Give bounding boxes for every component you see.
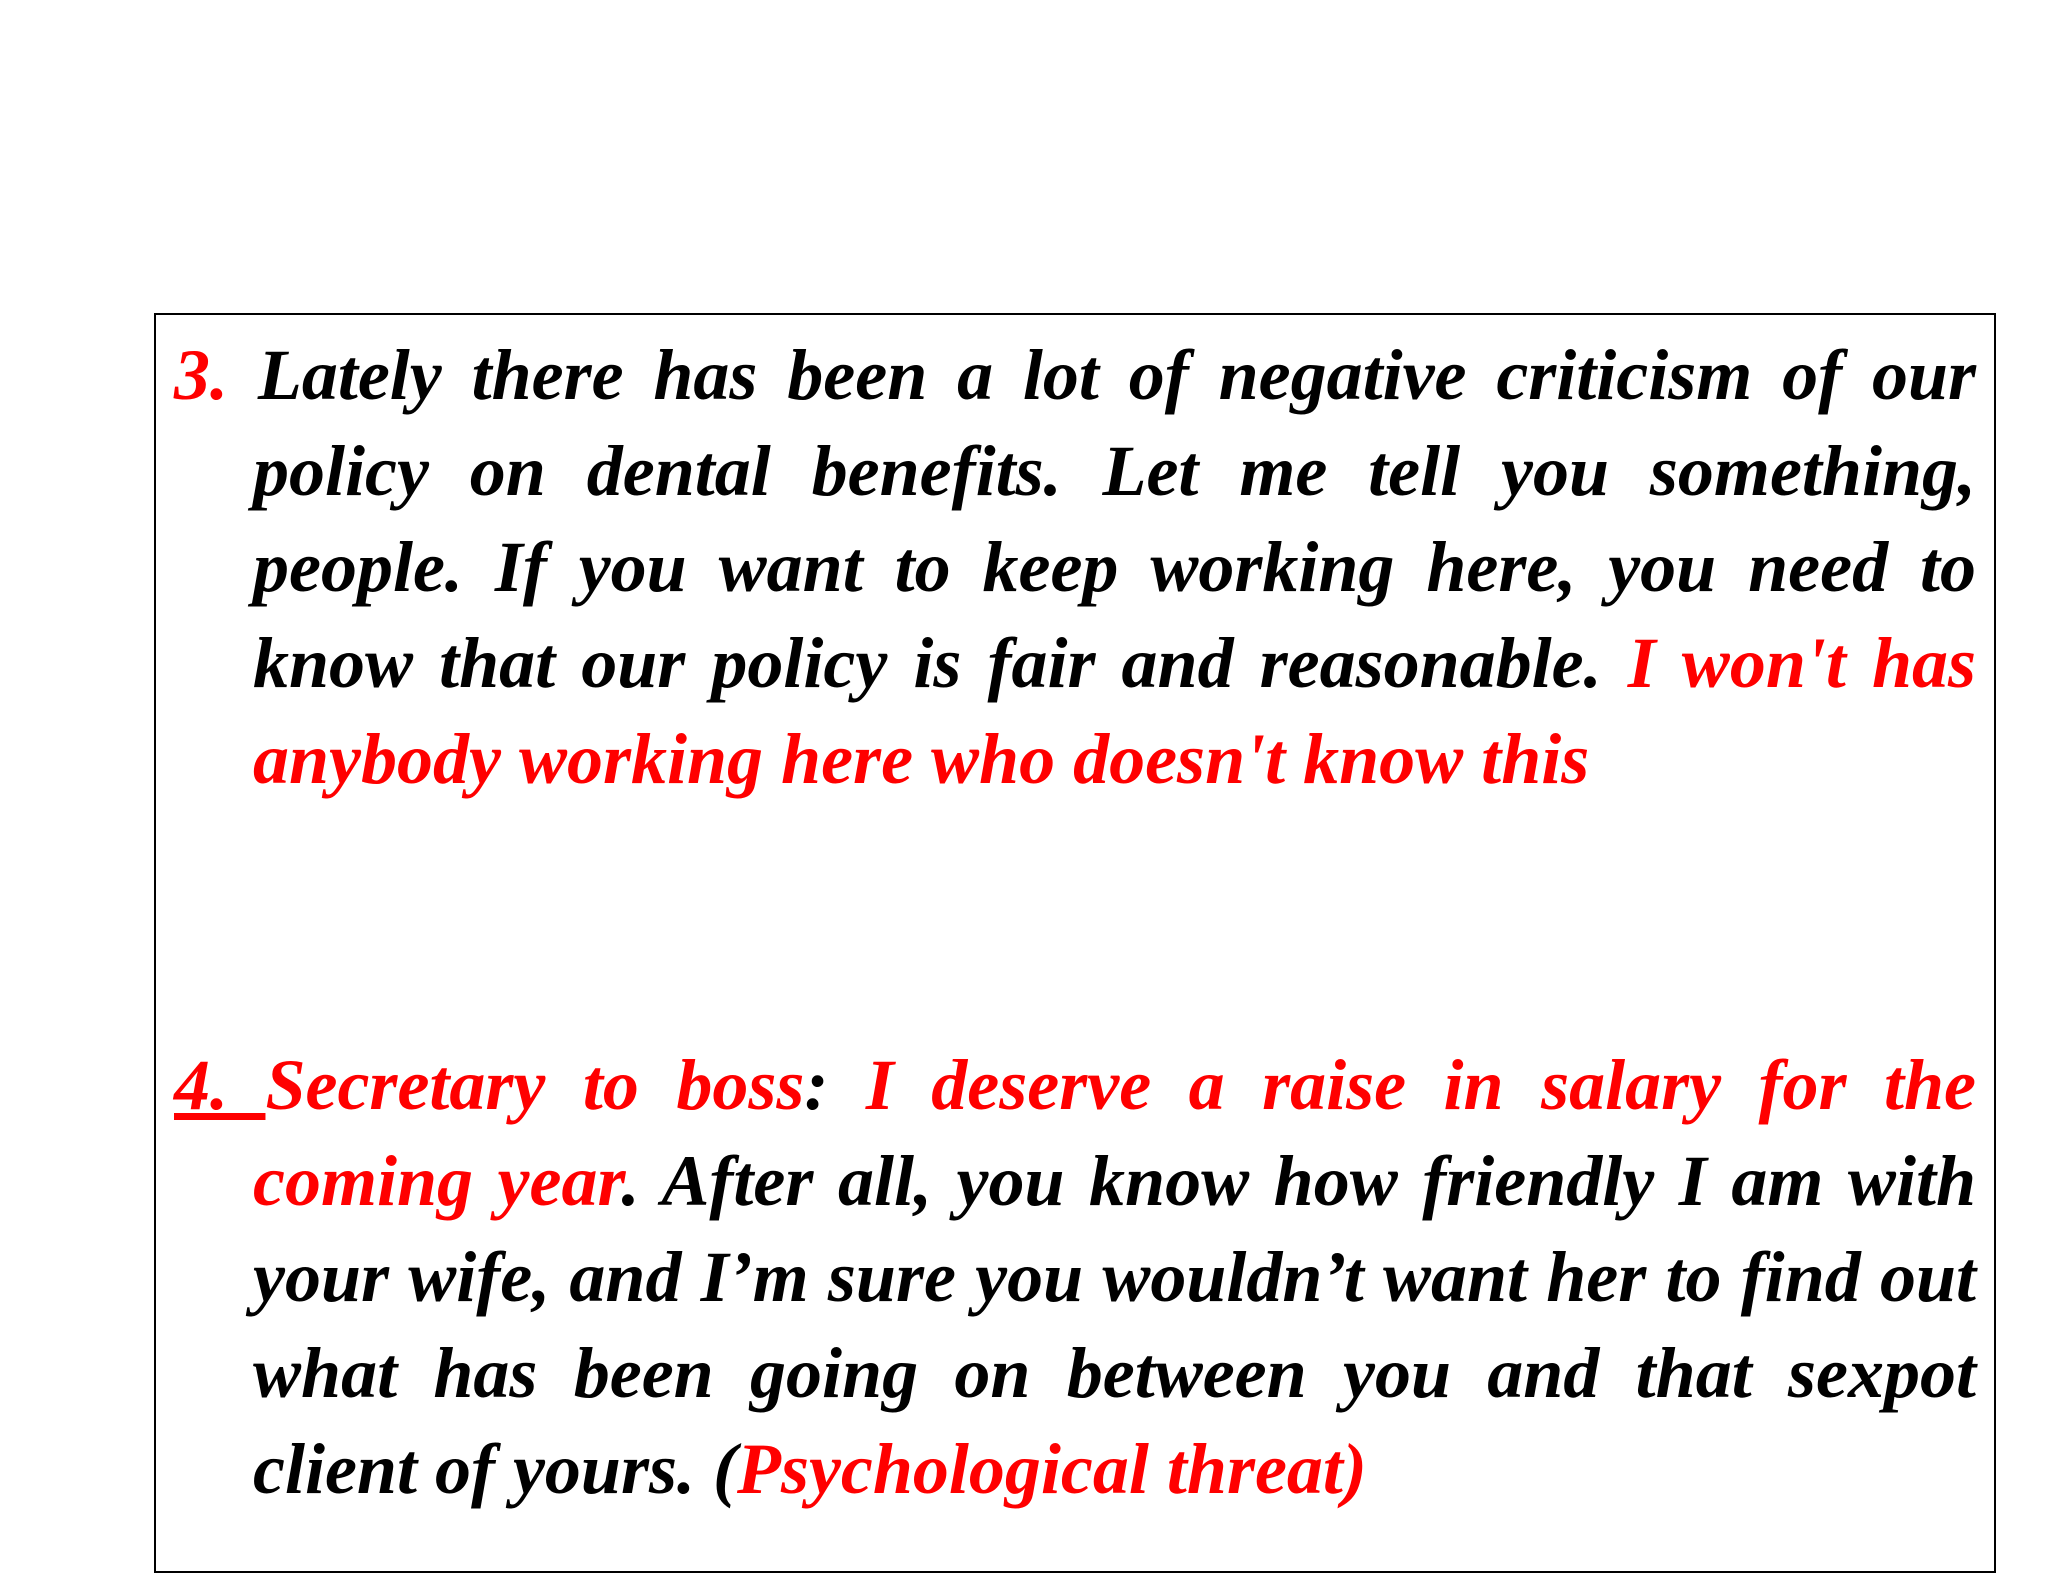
item-4-claim: I deserve a raise in salary for the coming year bbox=[253, 1045, 1976, 1221]
item-3-text: Lately there has been a lot of negative criticism of our policy on dental benefits. Let me tell you something, people. If you want to keep working here, you need to know that our policy is fair and reasonable. bbox=[253, 335, 1977, 703]
item-4-colon: : bbox=[804, 1045, 829, 1125]
item-3-highlight: I won't has anybody working here who doesn't know this bbox=[253, 623, 1977, 799]
item-4-speaker: Secretary to boss bbox=[265, 1045, 805, 1125]
content-box bbox=[154, 313, 1996, 1573]
item-4-label: Psychological threat) bbox=[736, 1429, 1367, 1509]
example-item-3 bbox=[174, 327, 1976, 807]
item-4-number: 4. bbox=[174, 1045, 266, 1125]
item-3-number: 3. bbox=[174, 335, 228, 415]
example-item-4 bbox=[174, 1037, 1976, 1517]
item-4-body: . After all, you know how friendly I am with your wife, and I’m sure you wouldn’t want her to find out what has been going on between you and that sexpot client of yours. ( bbox=[253, 1141, 1977, 1509]
